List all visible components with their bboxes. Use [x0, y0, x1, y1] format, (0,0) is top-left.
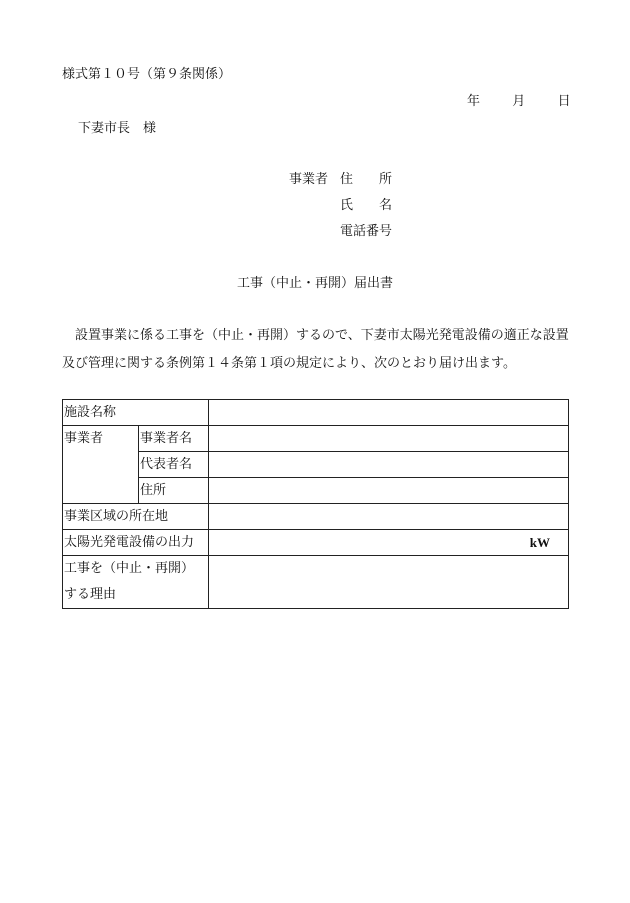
operator-role-label: 事業者	[289, 172, 329, 187]
table-row	[63, 504, 569, 530]
name-label: 氏 名	[340, 198, 393, 213]
operator-name-label: 事業者名	[139, 426, 209, 452]
notice-body: 設置事業に係る工事を（中止・再開）するので、下妻市太陽光発電設備の適正な設置及び管理に関する条例第１４条第１項の規定により、次のとおり届け出ます。	[62, 328, 569, 371]
reason-label-line2: する理由	[64, 587, 117, 602]
notice-form-table	[62, 399, 569, 609]
address-field[interactable]	[209, 478, 569, 504]
address-label: 住 所	[340, 172, 393, 187]
operator-name-field[interactable]	[209, 426, 569, 452]
address-row-label: 住所	[139, 478, 209, 504]
addressee: 下妻市長 様	[78, 121, 157, 136]
phone-label: 電話番号	[340, 224, 393, 239]
output-label: 太陽光発電設備の出力	[63, 530, 209, 556]
table-row	[63, 452, 569, 478]
reason-label-line1: 工事を（中止・再開）	[64, 561, 195, 576]
table-row	[63, 478, 569, 504]
facility-name-label: 施設名称	[63, 400, 209, 426]
date-line	[467, 95, 571, 108]
form-number: 様式第１０号（第９条関係）	[62, 67, 232, 82]
document-title: 工事（中止・再開）届出書	[236, 276, 393, 291]
site-location-label: 事業区域の所在地	[63, 504, 209, 530]
output-field[interactable]	[209, 530, 569, 556]
representative-field[interactable]	[209, 452, 569, 478]
reason-field[interactable]	[209, 556, 569, 609]
table-row	[63, 426, 569, 452]
year-label: 年	[467, 94, 481, 109]
operator-label: 事業者	[63, 426, 139, 504]
representative-label: 代表者名	[139, 452, 209, 478]
month-label: 月	[512, 94, 526, 109]
reason-label	[63, 556, 209, 609]
table-row	[63, 400, 569, 426]
facility-name-field[interactable]	[209, 400, 569, 426]
table-row	[63, 556, 569, 609]
output-unit: kW	[529, 535, 551, 550]
table-row	[63, 530, 569, 556]
day-label: 日	[557, 94, 571, 109]
site-location-field[interactable]	[209, 504, 569, 530]
